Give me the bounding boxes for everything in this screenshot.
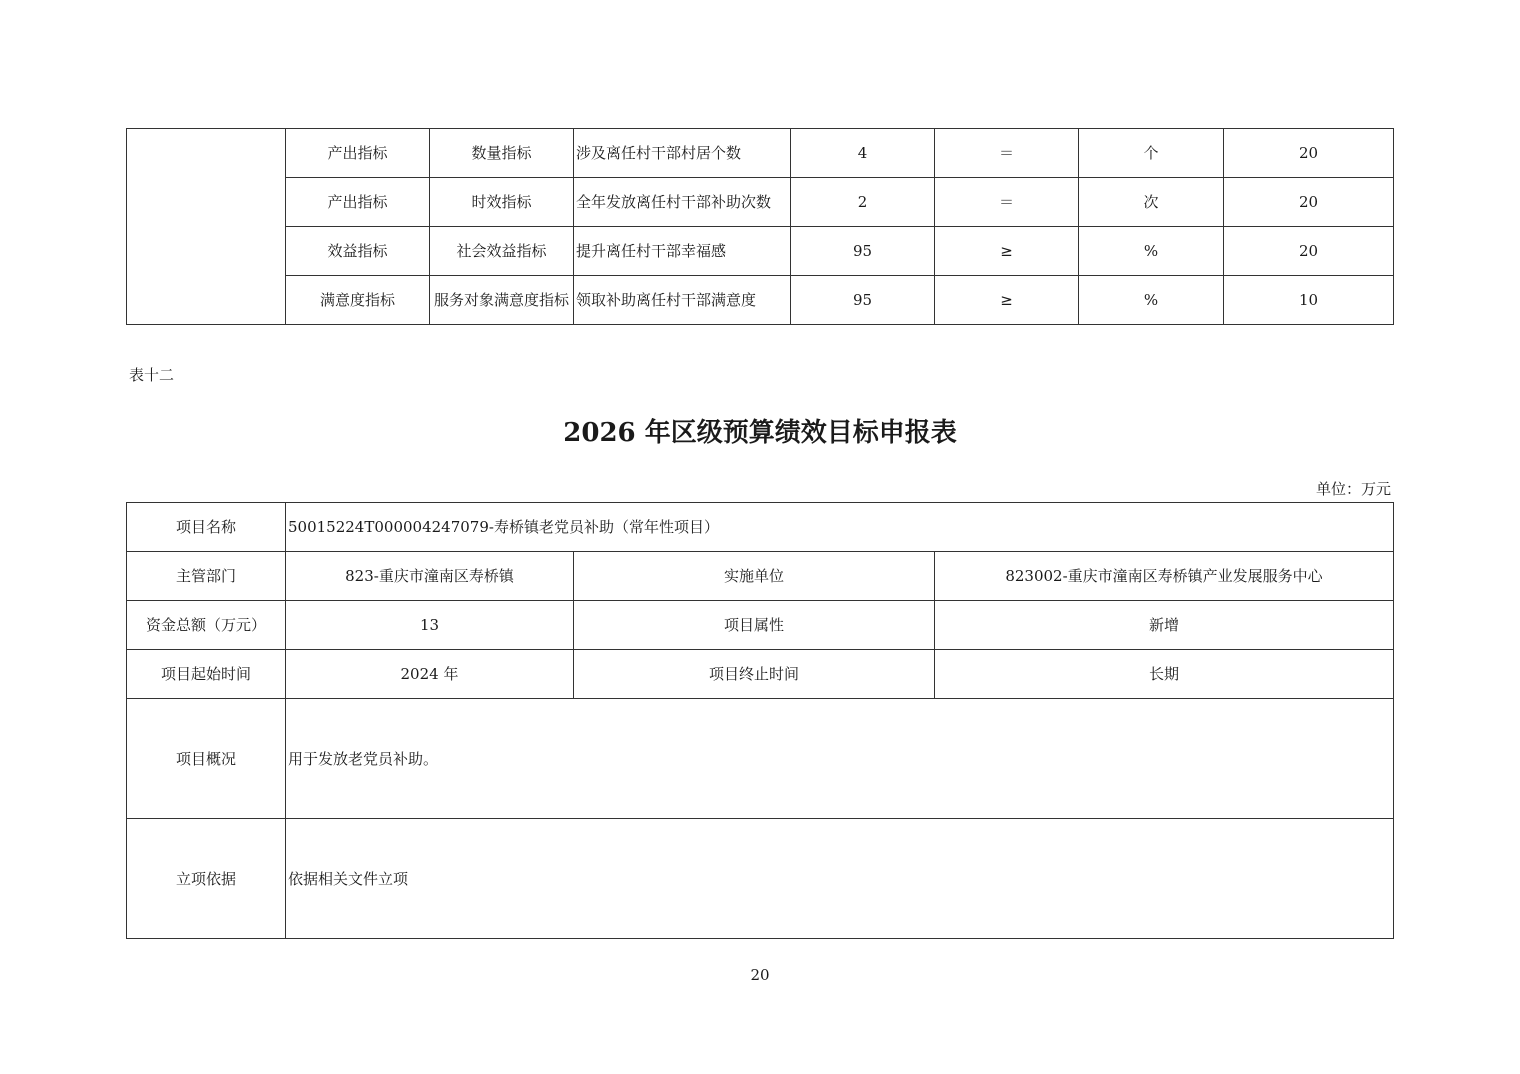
indicator-unit: 次: [1079, 178, 1224, 227]
indicator-category: 效益指标: [286, 227, 430, 276]
funds-value: 13: [286, 601, 574, 650]
funds-label: 资金总额（万元）: [127, 601, 286, 650]
indicator-value: 4: [791, 129, 935, 178]
indicator-unit: 个: [1079, 129, 1224, 178]
page-number: 20: [750, 966, 770, 984]
indicator-row: [127, 227, 1394, 276]
indicator-weight: 20: [1224, 178, 1394, 227]
indicator-category: 产出指标: [286, 129, 430, 178]
department-label: 主管部门: [127, 552, 286, 601]
page-title: 2026 年区级预算绩效目标申报表: [563, 418, 957, 448]
unit-label: 单位：万元: [1315, 480, 1391, 498]
period-row: [127, 650, 1394, 699]
indicator-operator: ＝: [935, 178, 1079, 227]
indicator-value: 2: [791, 178, 935, 227]
indicator-operator: ≥: [935, 227, 1079, 276]
basis-row: [127, 819, 1394, 939]
attribute-label: 项目属性: [574, 601, 935, 650]
end-time-label: 项目终止时间: [574, 650, 935, 699]
indicator-name: 领取补助离任村干部满意度: [574, 276, 791, 325]
funds-row: [127, 601, 1394, 650]
indicator-value: 95: [791, 276, 935, 325]
overview-label: 项目概况: [127, 699, 286, 819]
attribute-value: 新增: [935, 601, 1394, 650]
department-value: 823-重庆市潼南区寿桥镇: [286, 552, 574, 601]
indicator-subcategory: 服务对象满意度指标: [430, 276, 574, 325]
overview-row: [127, 699, 1394, 819]
indicator-name: 提升离任村干部幸福感: [574, 227, 791, 276]
indicator-category: 产出指标: [286, 178, 430, 227]
indicator-row: [127, 276, 1394, 325]
indicator-subcategory: 数量指标: [430, 129, 574, 178]
project-name-row: [127, 503, 1394, 552]
indicator-unit: %: [1079, 276, 1224, 325]
indicator-weight: 20: [1224, 129, 1394, 178]
end-time-value: 长期: [935, 650, 1394, 699]
indicator-name: 全年发放离任村干部补助次数: [574, 178, 791, 227]
indicator-row: [127, 129, 1394, 178]
indicator-table: [126, 128, 1394, 325]
project-name-value: 50015224T000004247079-寿桥镇老党员补助（常年性项目）: [286, 503, 1394, 552]
indicator-weight: 20: [1224, 227, 1394, 276]
basis-label: 立项依据: [127, 819, 286, 939]
indicator-name: 涉及离任村干部村居个数: [574, 129, 791, 178]
indicator-category: 满意度指标: [286, 276, 430, 325]
indicator-row: [127, 178, 1394, 227]
indicator-unit: %: [1079, 227, 1224, 276]
merged-empty-cell: [127, 129, 286, 325]
implementer-label: 实施单位: [574, 552, 935, 601]
table-number-label: 表十二: [129, 366, 175, 384]
indicator-operator: ≥: [935, 276, 1079, 325]
project-name-label: 项目名称: [127, 503, 286, 552]
implementer-value: 823002-重庆市潼南区寿桥镇产业发展服务中心: [935, 552, 1394, 601]
indicator-value: 95: [791, 227, 935, 276]
indicator-operator: ＝: [935, 129, 1079, 178]
indicator-subcategory: 时效指标: [430, 178, 574, 227]
indicator-subcategory: 社会效益指标: [430, 227, 574, 276]
start-time-label: 项目起始时间: [127, 650, 286, 699]
department-row: [127, 552, 1394, 601]
start-time-value: 2024 年: [286, 650, 574, 699]
indicator-weight: 10: [1224, 276, 1394, 325]
project-info-table: [126, 502, 1394, 939]
basis-value: 依据相关文件立项: [286, 819, 1394, 939]
overview-value: 用于发放老党员补助。: [286, 699, 1394, 819]
